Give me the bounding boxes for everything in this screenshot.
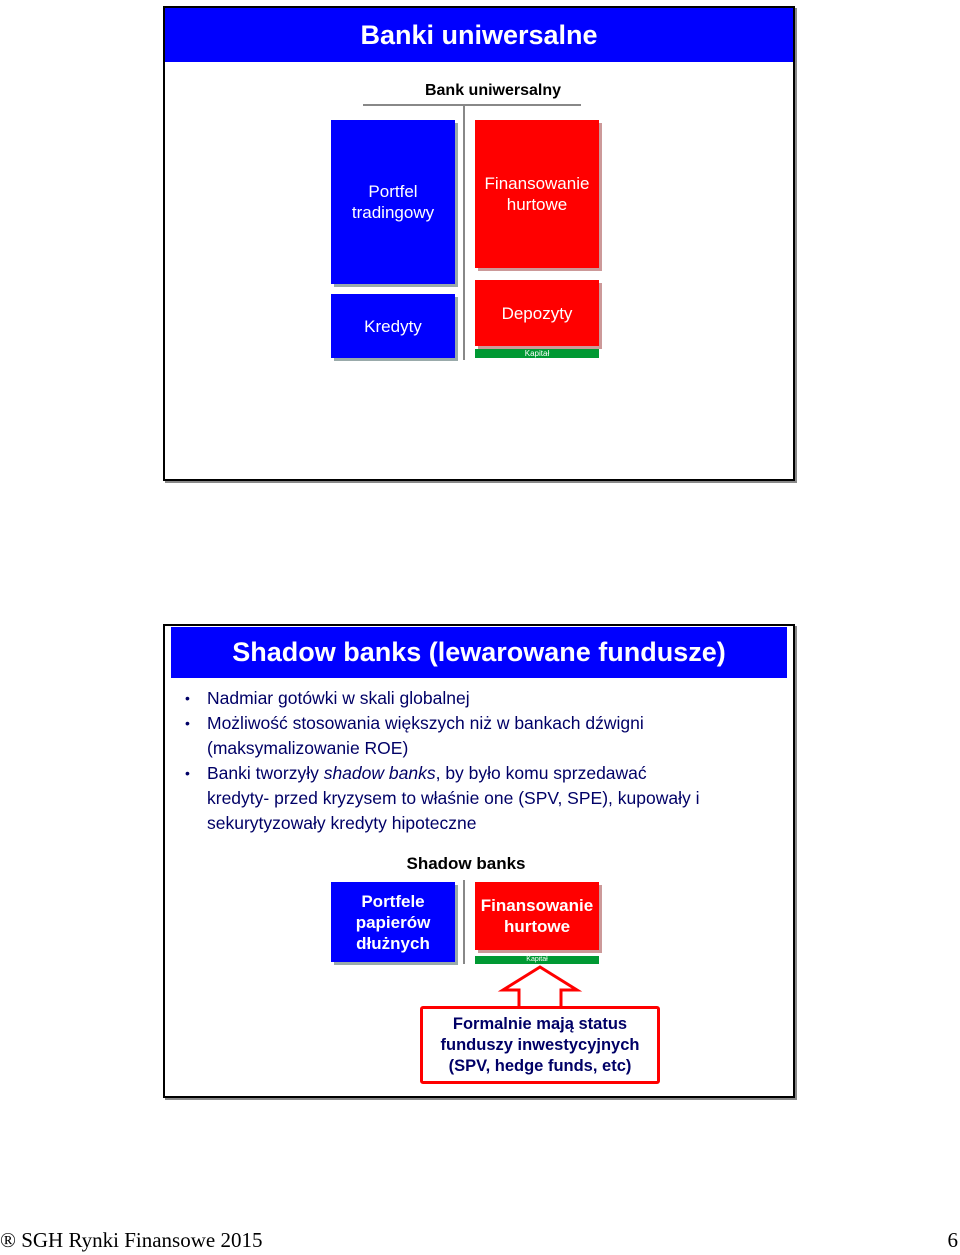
balance-center-line — [463, 880, 465, 964]
slide-banki-uniwersalne — [163, 6, 795, 481]
asset-kredyty — [331, 294, 455, 358]
bullet-item — [179, 711, 779, 761]
bullet-item — [179, 761, 779, 836]
callout-line1: Formalnie mają status — [452, 1015, 628, 1033]
liability-finansowanie-hurtowe — [475, 120, 599, 268]
bullet-list — [179, 686, 779, 836]
kapital-bar: Kapitał — [475, 349, 599, 358]
bullet-dot-icon: • — [185, 690, 190, 706]
liability-line2: hurtowe — [503, 917, 571, 936]
liability-line1: Finansowanie — [480, 896, 594, 915]
bullet-text: Nadmiar gotówki w skali globalnej — [207, 688, 470, 708]
bank-label: Bank uniwersalny — [424, 82, 562, 99]
asset-line1: Portfele — [361, 891, 425, 911]
kapital-bar: Kapitał — [475, 956, 599, 964]
bullet-text: Banki tworzyły — [207, 763, 324, 783]
bullet-dot-icon: • — [185, 765, 190, 781]
bullet-text: (maksymalizowanie ROE) — [207, 738, 409, 758]
asset-portfele-papierow — [331, 882, 455, 962]
callout-line3: (SPV, hedge funds, etc) — [448, 1057, 632, 1075]
slide-title: Banki uniwersalne — [165, 8, 793, 62]
liability-finansowanie-line1: Finansowanie — [484, 174, 590, 193]
bullet-text: Możliwość stosowania większych niż w bankach dźwigni — [207, 713, 644, 733]
bullet-item — [179, 686, 779, 711]
slide-title: Shadow banks (lewarowane fundusze) — [171, 627, 787, 678]
bullet-text: sekurytyzowały kredyty hipoteczne — [207, 813, 477, 833]
bullet-dot-icon: • — [185, 715, 190, 731]
arrow-up-icon — [495, 964, 585, 1012]
asset-portfel-line2: tradingowy — [351, 203, 435, 222]
callout-box — [420, 1006, 660, 1084]
liability-finansowanie-line2: hurtowe — [506, 195, 568, 214]
asset-portfel-tradingowy — [331, 120, 455, 284]
page-number: 6 — [947, 1228, 958, 1252]
liability-depozyty — [475, 280, 599, 346]
footer-copyright: ® SGH Rynki Finansowe 2015 — [0, 1228, 263, 1252]
page-footer — [0, 1226, 960, 1255]
asset-line2: papierów — [355, 912, 431, 932]
liability-finansowanie-hurtowe — [475, 882, 599, 950]
bank-label: Shadow banks — [406, 854, 526, 873]
asset-line3: dłużnych — [356, 933, 430, 953]
bullet-text: kredyty- przed kryzysem to właśnie one (SPV, SPE), kupowały i — [207, 788, 700, 808]
balance-top-line — [363, 104, 581, 106]
bullet-italic-text: shadow banks — [323, 763, 436, 783]
bullet-text: , by było komu sprzedawać — [435, 763, 647, 783]
asset-kredyty-label: Kredyty — [364, 316, 422, 336]
liability-depozyty-label: Depozyty — [501, 303, 573, 323]
balance-center-line — [463, 104, 465, 360]
callout-line2: funduszy inwestycyjnych — [440, 1036, 640, 1054]
asset-portfel-line1: Portfel — [368, 182, 418, 201]
slide-shadow-banks — [163, 624, 795, 1098]
